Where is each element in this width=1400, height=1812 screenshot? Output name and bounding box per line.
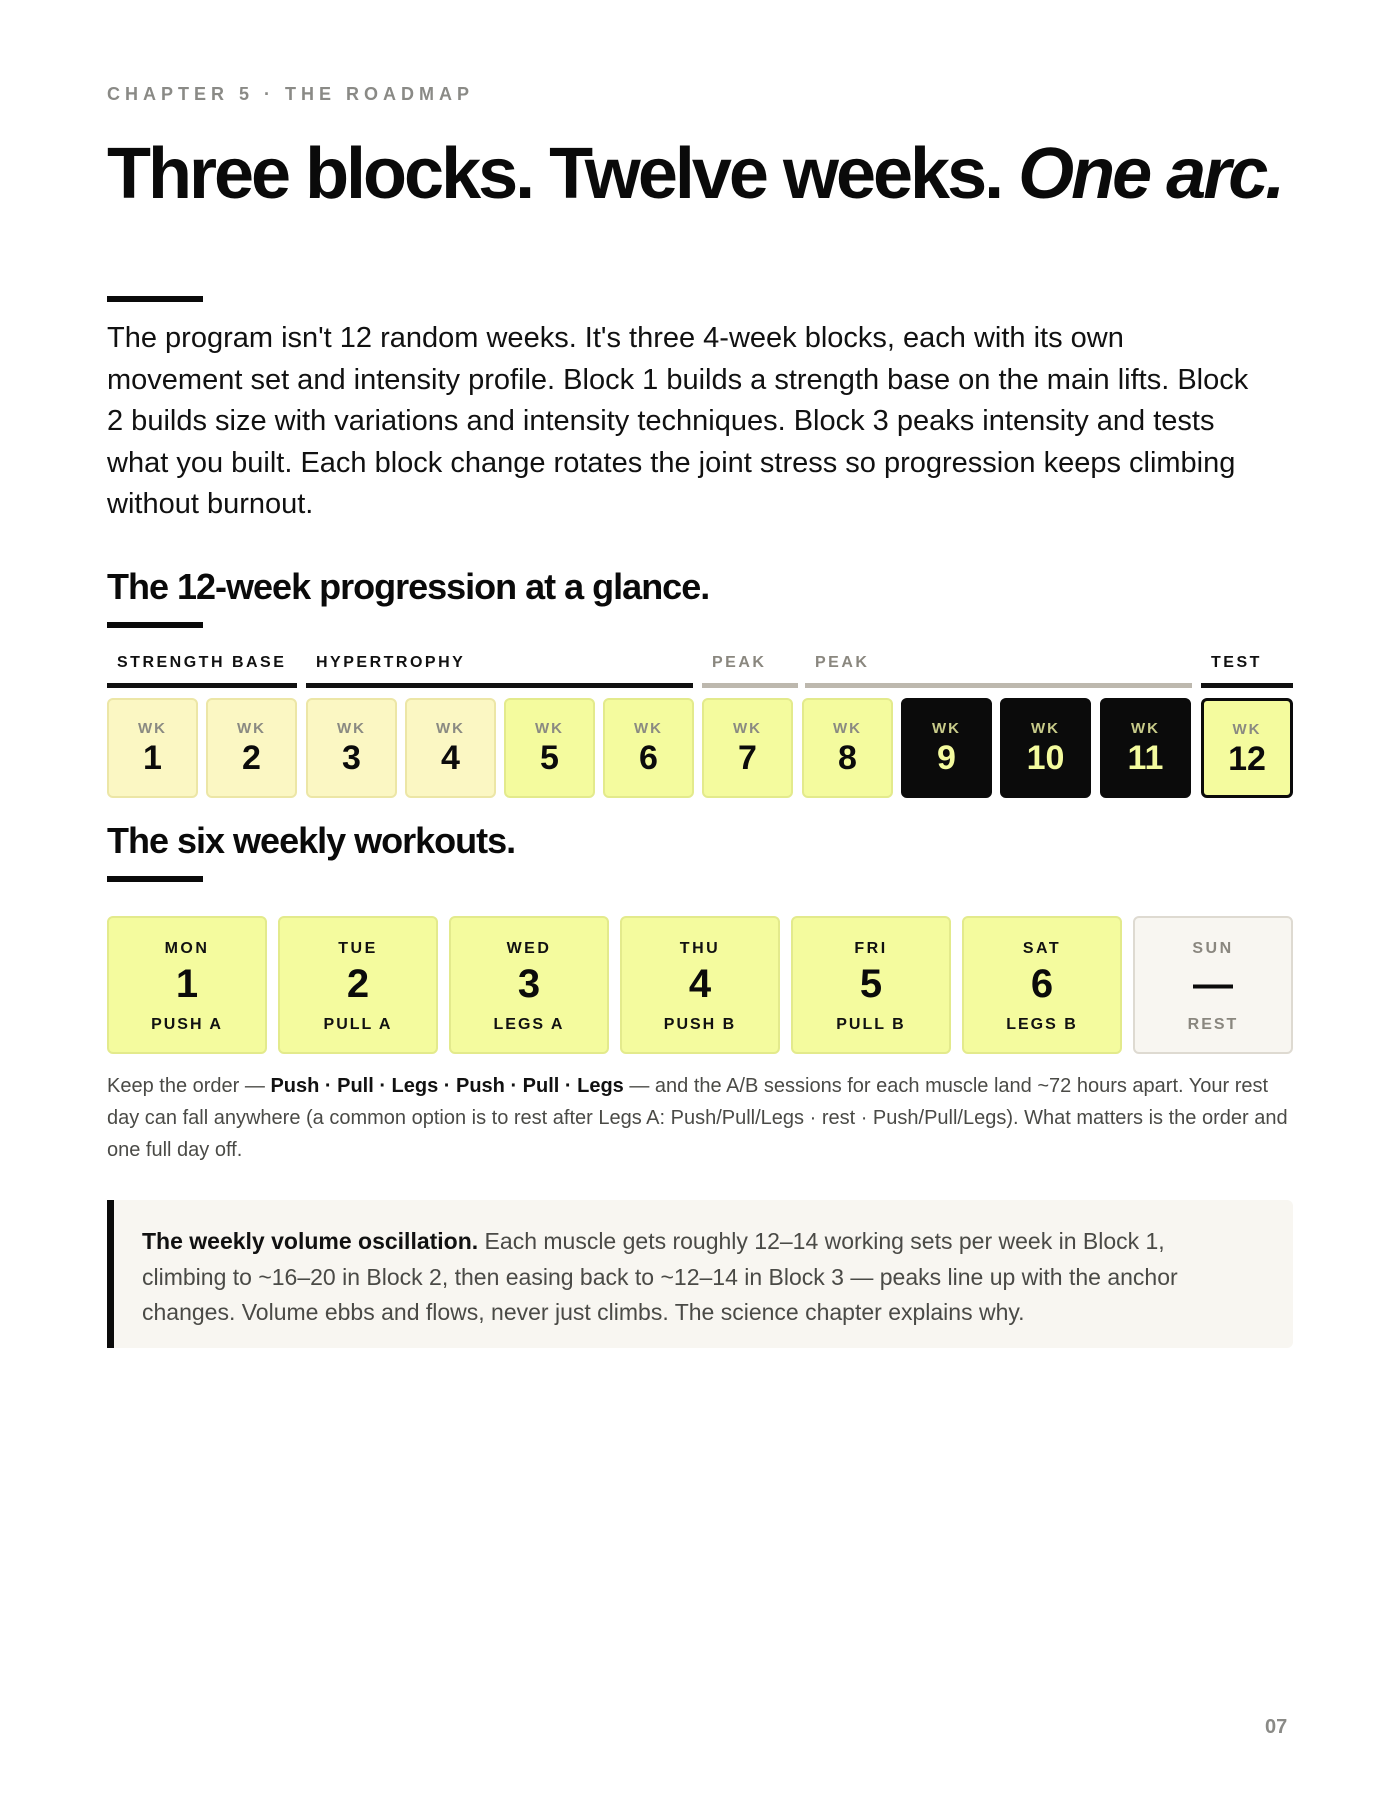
- volume-callout: [107, 1200, 1293, 1348]
- week-prefix: WK: [535, 720, 564, 737]
- day-card-thu: [620, 916, 780, 1054]
- note-rest: — and the A/B sessions for each muscle land ~72 hours apart. Your rest day can fall anywhere (a common option is to rest after Legs A: Push/Pull/Legs · rest · Push/Pull/Legs). What matters is the order and one full day off.: [107, 1075, 1288, 1161]
- week-tile-5: [504, 698, 595, 798]
- day-card-tue: [278, 916, 438, 1054]
- day-type: LEGS B: [1006, 1016, 1078, 1033]
- week-tile-6: [603, 698, 694, 798]
- day-name: SUN: [1192, 940, 1234, 957]
- week-prefix: WK: [436, 720, 465, 737]
- day-number: 2: [346, 962, 370, 1006]
- note-sequence: Push · Pull · Legs · Push · Pull · Legs: [270, 1075, 624, 1097]
- progression-heading: The 12-week progression at a glance.: [107, 566, 710, 607]
- day-card-mon: [107, 916, 267, 1054]
- week-prefix: WK: [1232, 721, 1262, 738]
- block-label: PEAK: [815, 654, 870, 671]
- block-label: PEAK: [712, 654, 767, 671]
- week-number: 4: [441, 739, 460, 777]
- title-rule: [107, 296, 203, 302]
- day-number: —: [1193, 962, 1233, 1006]
- page-title: [107, 136, 1293, 212]
- day-grid: [107, 916, 1293, 1054]
- chapter-eyebrow: CHAPTER 5 · THE ROADMAP: [107, 84, 475, 104]
- day-name: WED: [506, 940, 552, 957]
- week-tile-1: [107, 698, 198, 798]
- week-tile-10: [1000, 698, 1091, 798]
- week-tile-8: [802, 698, 893, 798]
- intro-paragraph: The program isn't 12 random weeks. It's three 4-week blocks, each with its own movement set and intensity profile. Block 1 builds a strength base on the main lifts. Block 2 builds size with variations and intensity techniques. Block 3 peaks intensity and tests what you built. Each block change rotates the joint stress so progression keeps climbing without burnout.: [107, 322, 1249, 520]
- week-number: 5: [540, 739, 559, 777]
- week-prefix: WK: [733, 720, 762, 737]
- block-strength-base: [107, 648, 297, 688]
- note-lead: Keep the order —: [107, 1075, 271, 1097]
- progression-rule: [107, 622, 203, 628]
- week-tile-11: [1100, 698, 1191, 798]
- block-labels: [107, 648, 1293, 688]
- page-number: 07: [1265, 1716, 1288, 1738]
- callout-body: Each muscle gets roughly 12–14 working sets per week in Block 1, climbing to ~16–20 in Block 2, then easing back to ~12–14 in Block 3 — peaks line up with the anchor changes. Volume ebbs and flows, never just climbs. The science chapter explains why.: [142, 1228, 1178, 1325]
- callout-text: [142, 1224, 1253, 1331]
- week-number: 1: [143, 739, 162, 777]
- week-prefix: WK: [237, 720, 266, 737]
- week-prefix: WK: [138, 720, 167, 737]
- week-number: 12: [1228, 740, 1266, 778]
- day-card-sun: [1133, 916, 1293, 1054]
- day-number: 3: [517, 962, 541, 1006]
- day-type: REST: [1187, 1016, 1239, 1033]
- week-tile-3: [306, 698, 397, 798]
- week-number: 11: [1127, 739, 1164, 777]
- day-name: SAT: [1022, 940, 1062, 957]
- workouts-rule: [107, 876, 203, 882]
- week-number: 8: [838, 739, 857, 777]
- week-tile-7: [702, 698, 793, 798]
- week-tile-12: [1201, 698, 1293, 798]
- day-type: PUSH A: [151, 1016, 223, 1033]
- day-number: 4: [688, 962, 712, 1006]
- order-note: [107, 1070, 1293, 1166]
- day-card-wed: [449, 916, 609, 1054]
- workouts-heading: The six weekly workouts.: [107, 820, 516, 861]
- block-peak-1: [702, 648, 798, 688]
- day-number: 5: [859, 962, 883, 1006]
- block-label: STRENGTH BASE: [117, 654, 287, 671]
- day-number: 1: [175, 962, 199, 1006]
- day-type: PULL A: [323, 1016, 393, 1033]
- week-prefix: WK: [932, 720, 961, 737]
- day-type: PUSH B: [663, 1016, 737, 1033]
- week-tile-9: [901, 698, 992, 798]
- day-card-fri: [791, 916, 951, 1054]
- day-number: 6: [1030, 962, 1054, 1006]
- day-name: THU: [679, 940, 721, 957]
- week-prefix: WK: [337, 720, 366, 737]
- week-number: 9: [937, 739, 956, 777]
- block-label: HYPERTROPHY: [316, 654, 466, 671]
- week-prefix: WK: [634, 720, 663, 737]
- week-number: 6: [639, 739, 658, 777]
- title-part1: Three blocks. Twelve weeks.: [107, 134, 1019, 214]
- day-card-sat: [962, 916, 1122, 1054]
- block-peak-2: [805, 648, 1192, 688]
- day-name: FRI: [854, 940, 888, 957]
- week-tile-2: [206, 698, 297, 798]
- day-type: PULL B: [836, 1016, 906, 1033]
- week-number: 3: [342, 739, 361, 777]
- week-number: 2: [242, 739, 261, 777]
- day-type: LEGS A: [493, 1016, 565, 1033]
- week-tile-4: [405, 698, 496, 798]
- callout-lead: The weekly volume oscillation.: [142, 1228, 479, 1254]
- week-number: 10: [1026, 739, 1065, 777]
- week-prefix: WK: [1031, 720, 1060, 737]
- block-label: TEST: [1211, 654, 1262, 671]
- week-prefix: WK: [833, 720, 862, 737]
- day-name: TUE: [338, 940, 378, 957]
- week-grid: [107, 698, 1293, 798]
- week-number: 7: [738, 739, 757, 777]
- week-prefix: WK: [1131, 720, 1160, 737]
- day-name: MON: [164, 940, 210, 957]
- block-test: [1201, 648, 1293, 688]
- title-part2-italic: One arc.: [1018, 134, 1283, 214]
- block-hypertrophy: [306, 648, 693, 688]
